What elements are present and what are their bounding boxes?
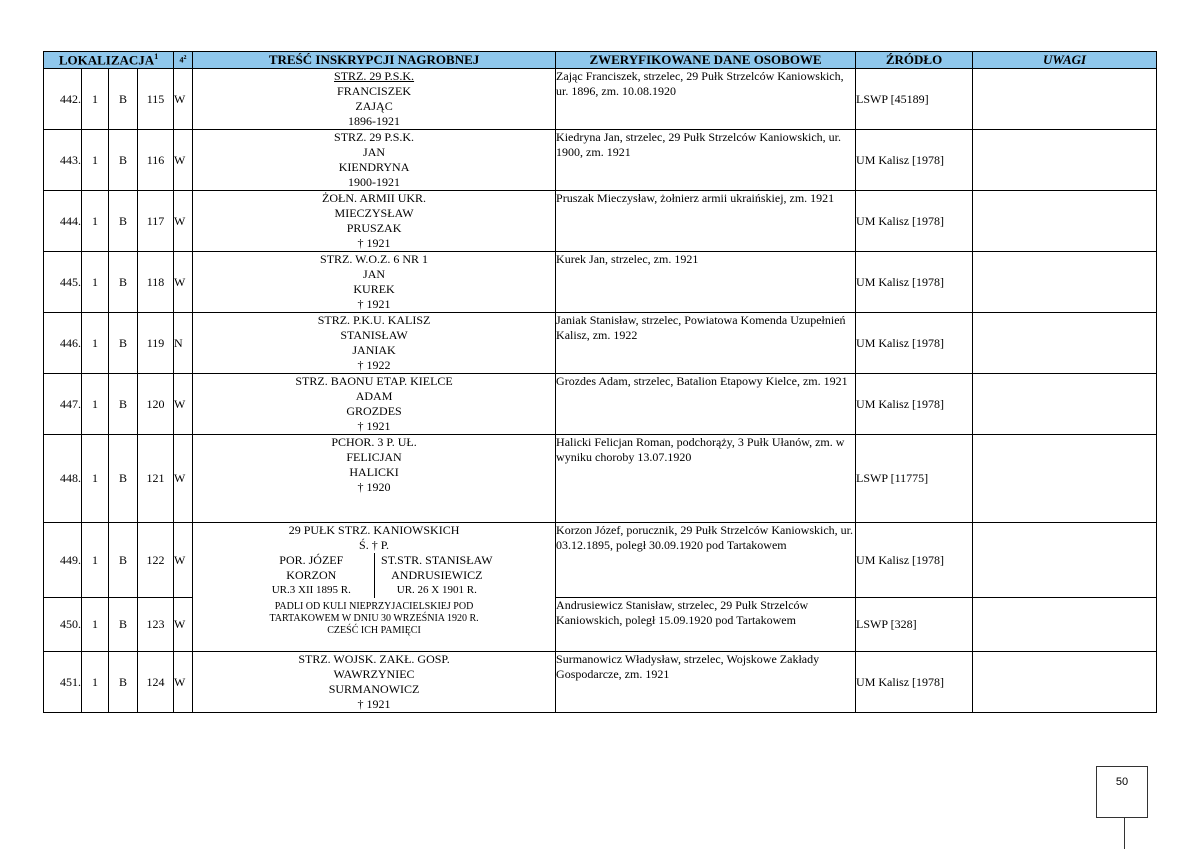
header-dane: ZWERYFIKOWANE DANE OSOBOWE [556, 52, 856, 69]
shared-inscription [193, 523, 556, 652]
row-letter: B [109, 523, 138, 598]
inscription-line: PADLI OD KULI NIEPRZYJACIELSKIEJ POD [274, 601, 474, 613]
source: UM Kalisz [1978] [856, 252, 973, 313]
row-number: 451. [44, 652, 82, 713]
remarks [973, 130, 1157, 191]
quarter: 1 [82, 130, 109, 191]
inscription-line: 1900-1921 [348, 175, 401, 190]
table-row [44, 252, 1157, 313]
grave-number: 117 [138, 191, 174, 252]
grave-type: W [174, 435, 193, 523]
inscription-line: UR. 26 X 1901 R. [396, 584, 477, 597]
source: UM Kalisz [1978] [856, 313, 973, 374]
table-row [44, 652, 1157, 713]
row-number: 448. [44, 435, 82, 523]
personal-data: Andrusiewicz Stanisław, strzelec, 29 Pułk Strzelców Kaniowskich, poległ 15.09.1920 pod Tartakowem [556, 598, 856, 652]
row-number: 450. [44, 598, 82, 652]
inscription [193, 69, 556, 130]
personal-data: Pruszak Mieczysław, żołnierz armii ukraińskiej, zm. 1921 [556, 191, 856, 252]
remarks [973, 523, 1157, 598]
row-number: 447. [44, 374, 82, 435]
grave-number: 123 [138, 598, 174, 652]
header-zrodlo: ŹRÓDŁO [856, 52, 973, 69]
row-letter: B [109, 191, 138, 252]
grave-number: 121 [138, 435, 174, 523]
remarks [973, 374, 1157, 435]
row-letter: B [109, 374, 138, 435]
row-letter: B [109, 69, 138, 130]
inscription-line: HALICKI [349, 465, 399, 480]
grave-type: W [174, 69, 193, 130]
inscription-line: STANISŁAW [340, 328, 408, 343]
inscription-line: JAN [363, 145, 386, 160]
inscription [193, 313, 556, 374]
quarter: 1 [82, 69, 109, 130]
row-letter: B [109, 252, 138, 313]
quarter: 1 [82, 435, 109, 523]
inscription-line: † 1921 [357, 419, 391, 434]
table-row [44, 435, 1157, 523]
header-col4: $4^2$ [174, 52, 193, 69]
source: UM Kalisz [1978] [856, 130, 973, 191]
remarks [973, 69, 1157, 130]
quarter: 1 [82, 523, 109, 598]
remarks [973, 598, 1157, 652]
inscription-line: STRZ. W.O.Z. 6 NR 1 [320, 252, 429, 267]
inscription-line: MIECZYSŁAW [334, 206, 414, 221]
inscription-line: UR.3 XII 1895 R. [271, 584, 351, 597]
grave-type: W [174, 523, 193, 598]
inscription-line: PRUSZAK [346, 221, 402, 236]
table-row [44, 191, 1157, 252]
row-letter: B [109, 435, 138, 523]
personal-data: Kiedryna Jan, strzelec, 29 Pułk Strzelców Kaniowskich, ur. 1900, zm. 1921 [556, 130, 856, 191]
source: LSWP [45189] [856, 69, 973, 130]
inscription-line: ADAM [355, 389, 393, 404]
row-number: 445. [44, 252, 82, 313]
remarks [973, 435, 1157, 523]
source: UM Kalisz [1978] [856, 374, 973, 435]
inscription-line: WAWRZYNIEC [333, 667, 415, 682]
quarter: 1 [82, 252, 109, 313]
personal-data: Korzon Józef, porucznik, 29 Pułk Strzelców Kaniowskich, ur. 03.12.1895, poległ 30.09.1920 pod Tartakowem [556, 523, 856, 598]
inscription-line: STRZ. P.K.U. KALISZ [317, 313, 431, 328]
row-letter: B [109, 598, 138, 652]
remarks [973, 313, 1157, 374]
grave-number: 115 [138, 69, 174, 130]
inscription-right [375, 553, 500, 598]
row-number: 442. [44, 69, 82, 130]
source: UM Kalisz [1978] [856, 652, 973, 713]
grave-number: 120 [138, 374, 174, 435]
inscription [193, 252, 556, 313]
inscription [193, 374, 556, 435]
personal-data: Grozdes Adam, strzelec, Batalion Etapowy Kielce, zm. 1921 [556, 374, 856, 435]
quarter: 1 [82, 191, 109, 252]
page-number-box [1096, 766, 1148, 818]
grave-type: N [174, 313, 193, 374]
inscription-line: ZAJĄC [355, 99, 393, 114]
inscription-line: CZEŚĆ ICH PAMIĘCI [327, 625, 421, 637]
row-number: 449. [44, 523, 82, 598]
personal-data: Kurek Jan, strzelec, zm. 1921 [556, 252, 856, 313]
table-row [44, 523, 1157, 598]
inscription-line: JANIAK [352, 343, 396, 358]
inscription-line: STRZ. 29 P.S.K. [334, 130, 415, 145]
grave-type: W [174, 191, 193, 252]
grave-number: 124 [138, 652, 174, 713]
grave-number: 116 [138, 130, 174, 191]
inscription-line: STRZ. BAONU ETAP. KIELCE [295, 374, 453, 389]
personal-data: Janiak Stanisław, strzelec, Powiatowa Komenda Uzupełnień Kalisz, zm. 1922 [556, 313, 856, 374]
quarter: 1 [82, 598, 109, 652]
inscription [193, 652, 556, 713]
table-row [44, 130, 1157, 191]
inscription-line: PCHOR. 3 P. UŁ. [331, 435, 417, 450]
remarks [973, 652, 1157, 713]
row-letter: B [109, 652, 138, 713]
row-letter: B [109, 313, 138, 374]
row-number: 444. [44, 191, 82, 252]
inscription-left [249, 553, 375, 598]
quarter: 1 [82, 652, 109, 713]
grave-type: W [174, 598, 193, 652]
row-number: 446. [44, 313, 82, 374]
grave-number: 119 [138, 313, 174, 374]
inscription-line: FRANCISZEK [337, 84, 412, 99]
page-number-line [1124, 817, 1125, 849]
table-row [44, 374, 1157, 435]
inscription-line: FELICJAN [346, 450, 402, 465]
inscription-line: KORZON [286, 568, 337, 583]
source: UM Kalisz [1978] [856, 191, 973, 252]
inscription-line: KUREK [353, 282, 395, 297]
inscription-line: Ś. † P. [359, 538, 390, 553]
grave-type: W [174, 252, 193, 313]
inscription-line: POR. JÓZEF [279, 553, 344, 568]
inscription-line: STRZ. 29 P.S.K. [334, 69, 415, 84]
remarks [973, 191, 1157, 252]
inscription-line: KIENDRYNA [338, 160, 410, 175]
table-row [44, 69, 1157, 130]
header-row [44, 52, 1157, 69]
inscription-line: † 1920 [357, 480, 391, 495]
inscription [193, 130, 556, 191]
inscription-line: JAN [363, 267, 386, 282]
personal-data: Zając Franciszek, strzelec, 29 Pułk Strzelców Kaniowskich, ur. 1896, zm. 10.08.1920 [556, 69, 856, 130]
inscription-line: STRZ. WOJSK. ZAKŁ. GOSP. [298, 652, 450, 667]
grave-number: 122 [138, 523, 174, 598]
personal-data: Halicki Felicjan Roman, podchorąży, 3 Pułk Ułanów, zm. w wyniku choroby 13.07.1920 [556, 435, 856, 523]
inscription-line: ŻOŁN. ARMII UKR. [322, 191, 427, 206]
grave-type: W [174, 374, 193, 435]
header-lokalizacja: LOKALIZACJA$^1$ [44, 52, 174, 69]
inscription-line: † 1921 [357, 297, 391, 312]
inscription-line: TARTAKOWEM W DNIU 30 WRZEŚNIA 1920 R. [269, 613, 479, 625]
inscription-line: † 1921 [357, 697, 391, 712]
row-number: 443. [44, 130, 82, 191]
remarks [973, 252, 1157, 313]
source: LSWP [11775] [856, 435, 973, 523]
source: LSWP [328] [856, 598, 973, 652]
inscription-line: † 1921 [357, 236, 391, 251]
inscription-split [249, 553, 499, 598]
inscription [193, 435, 556, 523]
grave-type: W [174, 652, 193, 713]
inscription-line: ANDRUSIEWICZ [391, 568, 483, 583]
page-number: 50 [1115, 776, 1129, 788]
inscription-line: 29 PUŁK STRZ. KANIOWSKICH [288, 523, 460, 538]
inscription-line: 1896-1921 [348, 114, 401, 129]
grave-type: W [174, 130, 193, 191]
quarter: 1 [82, 313, 109, 374]
personal-data: Surmanowicz Władysław, strzelec, Wojskowe Zakłady Gospodarcze, zm. 1921 [556, 652, 856, 713]
inscription-line: SURMANOWICZ [328, 682, 420, 697]
header-uwagi: UWAGI [973, 52, 1157, 69]
burial-register-table [43, 51, 1157, 713]
inscription-line: ST.STR. STANISŁAW [381, 553, 493, 568]
header-tresc: TREŚĆ INSKRYPCJI NAGROBNEJ [193, 52, 556, 69]
inscription [193, 191, 556, 252]
grave-number: 118 [138, 252, 174, 313]
inscription-line: GROZDES [346, 404, 402, 419]
row-letter: B [109, 130, 138, 191]
table-row [44, 313, 1157, 374]
inscription-line: † 1922 [357, 358, 391, 373]
source: UM Kalisz [1978] [856, 523, 973, 598]
quarter: 1 [82, 374, 109, 435]
